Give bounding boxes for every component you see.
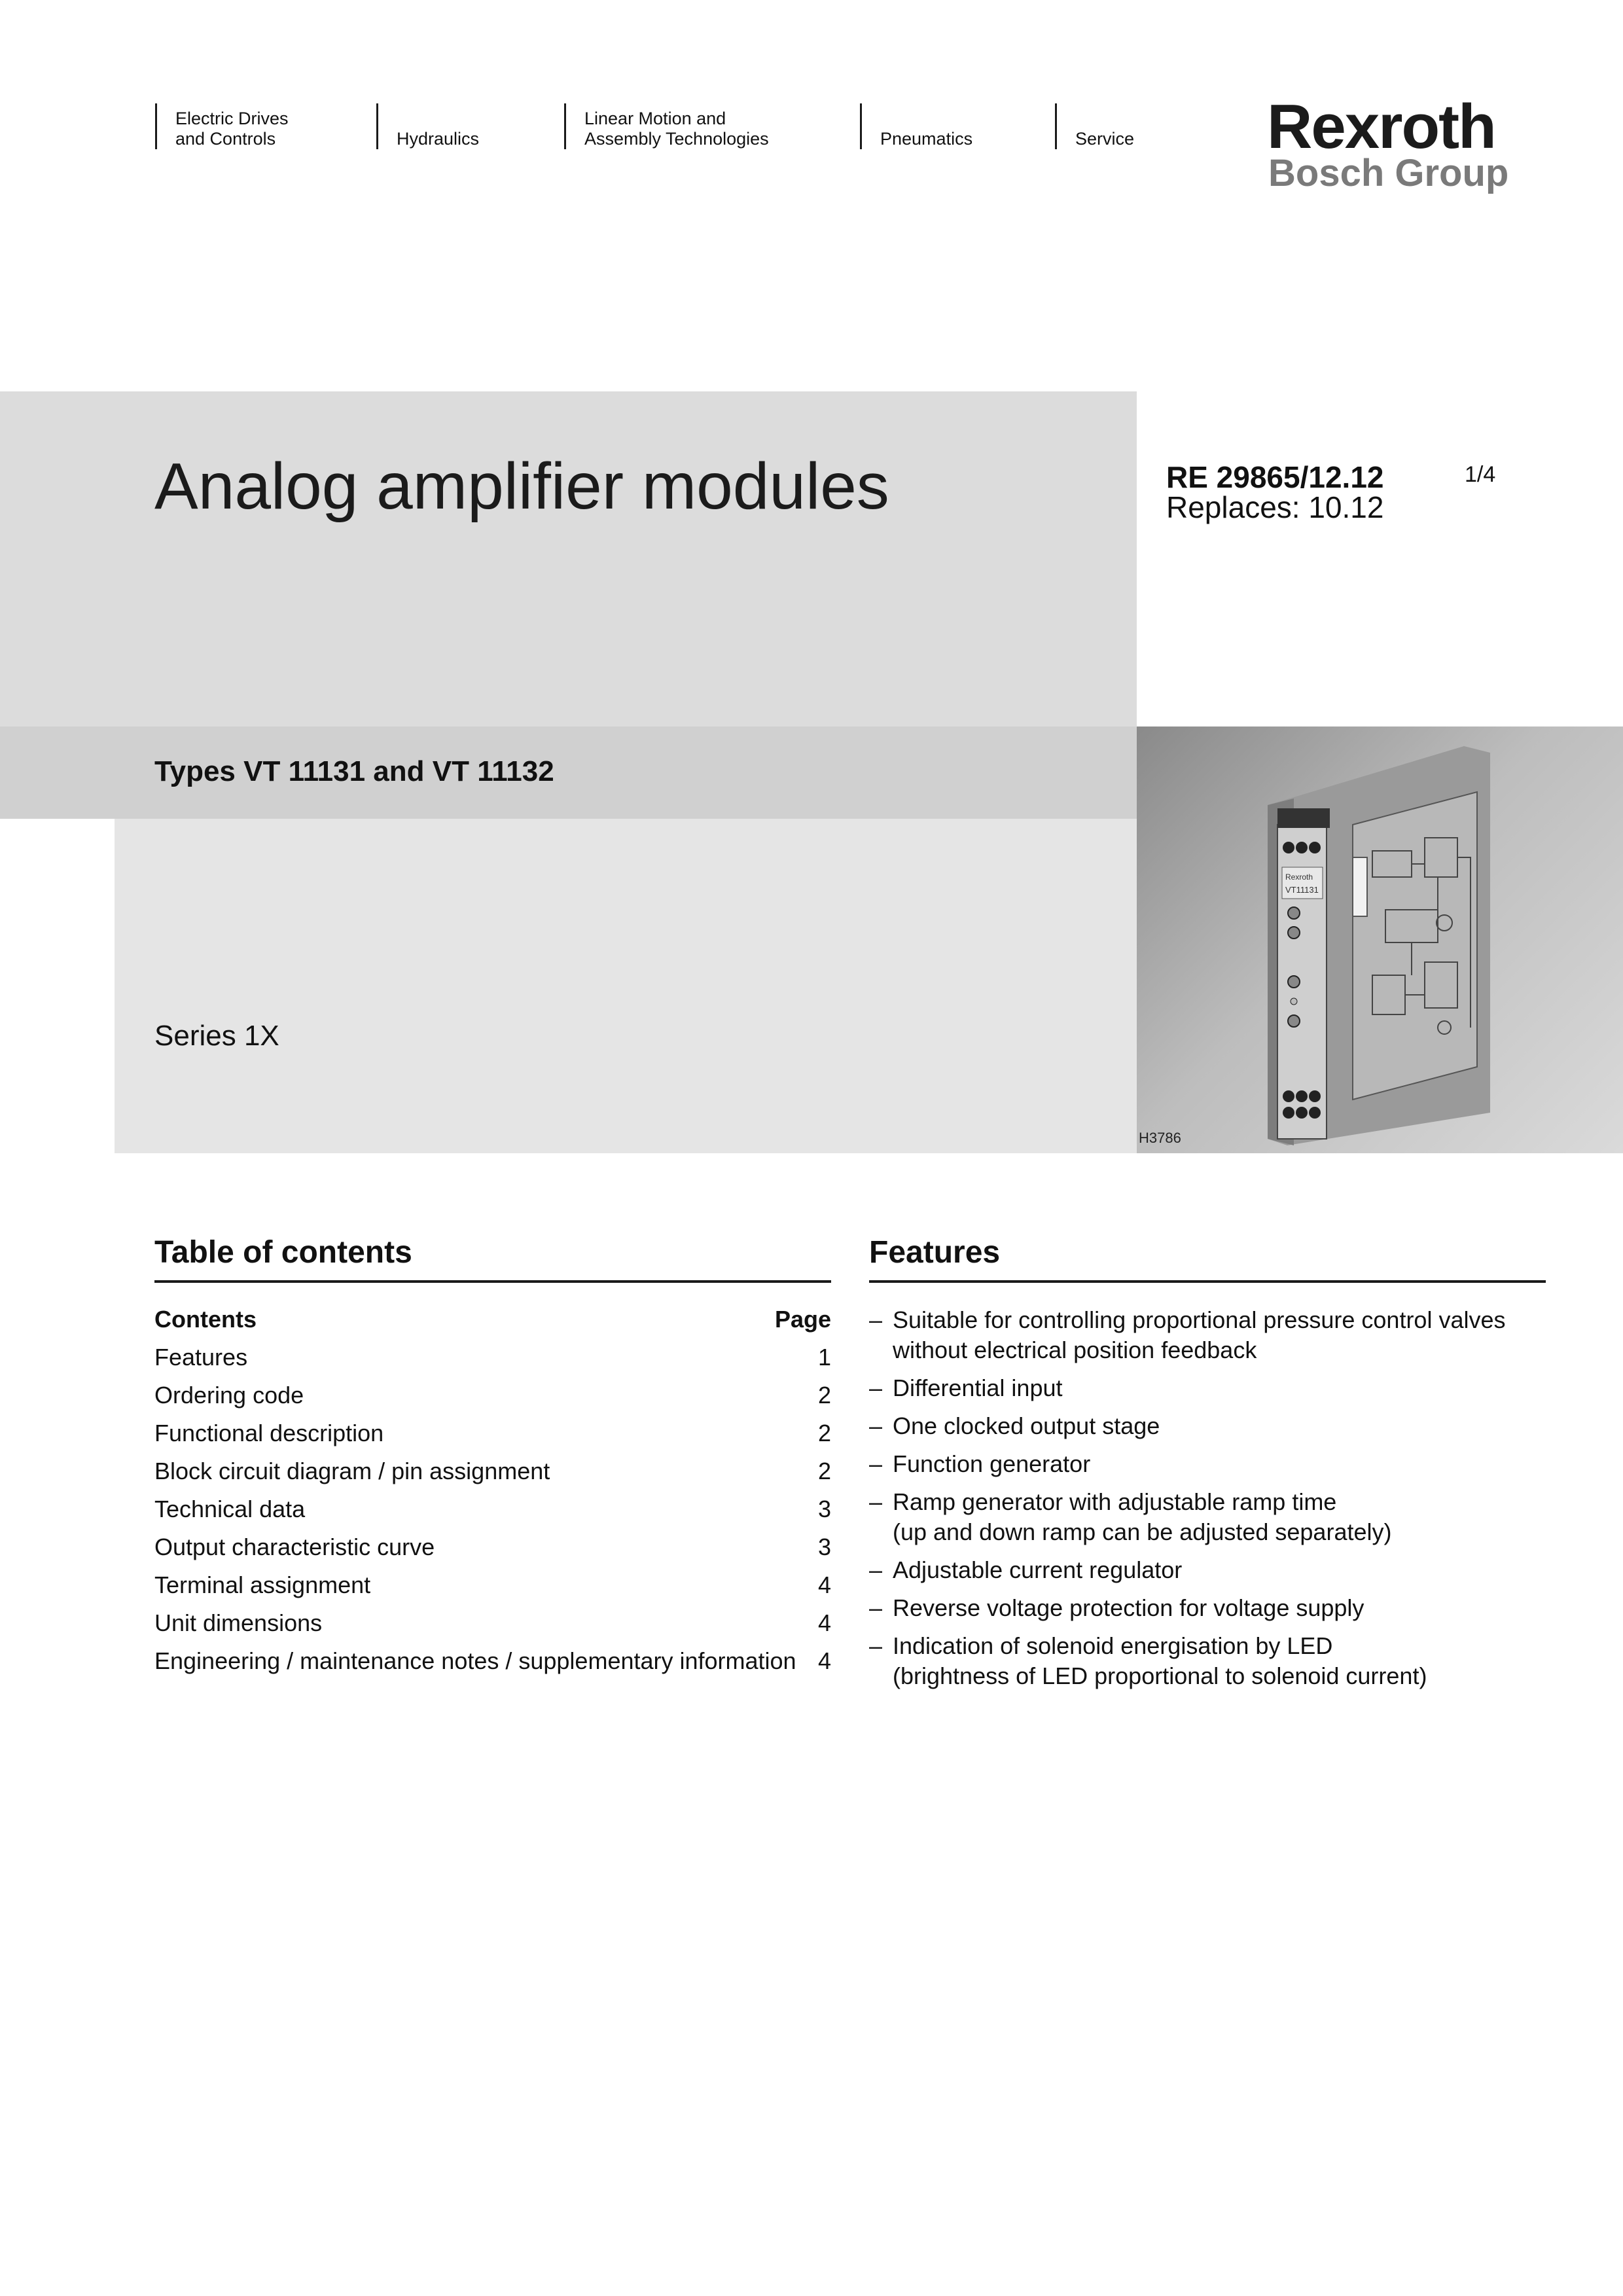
document-code: RE 29865/12.12 [1166, 460, 1384, 494]
feature-line1: Indication of solenoid energisation by LED [893, 1632, 1333, 1659]
feature-line1: Function generator [893, 1450, 1091, 1477]
page-title: Analog amplifier modules [154, 450, 889, 523]
division-line1: Linear Motion and [584, 109, 726, 128]
device-model-label: VT11131 [1285, 885, 1319, 895]
product-photo [1137, 726, 1623, 1153]
feature-line1: Adjustable current regulator [893, 1556, 1183, 1583]
toc-row-label: Ordering code [154, 1382, 304, 1408]
toc-col-contents: Contents [154, 1306, 257, 1333]
toc-col-page: Page [774, 1306, 831, 1333]
features-section: Features – Suitable for controlling proportional pressure control valves without electrical position feedback – Differential input – One clocked output stage – Function generator – Ramp generator with adjustable ramp time (up and down ramp can be adjusted separately) – Adjustable current regulator – Reverse voltage protection for voltage supply – Indication of solenoid energisation by LED (brightness of LED proportional to solenoid current) [869, 1237, 1546, 1283]
feature-line1: Ramp generator with adjustable ramp time [893, 1488, 1337, 1515]
title-band [0, 391, 1137, 726]
toc-row-label: Unit dimensions [154, 1609, 323, 1636]
division-line2: Service [1075, 129, 1135, 149]
page-number: 1/4 [1465, 462, 1496, 487]
toc-row-page: 3 [817, 1534, 831, 1560]
toc-row-page: 2 [817, 1382, 831, 1408]
division-electric-drives [155, 103, 372, 149]
toc-row-page: 2 [817, 1420, 831, 1446]
division-hydraulics [376, 103, 560, 149]
amplifier-module-image [1137, 726, 1623, 1153]
toc-row-label: Terminal assignment [154, 1571, 371, 1598]
feature-line1: Suitable for controlling proportional pressure control valves [893, 1306, 1506, 1333]
toc-row-label: Output characteristic curve [154, 1534, 435, 1560]
toc-row-page: 4 [817, 1647, 831, 1674]
division-line2: Pneumatics [880, 129, 973, 149]
bosch-group-logo: Bosch Group [1268, 152, 1509, 194]
toc-heading: Table of contents [154, 1237, 831, 1283]
feature-line2: without electrical position feedback [893, 1336, 1257, 1363]
table-of-contents [154, 1235, 831, 1674]
feature-line1: Differential input [893, 1374, 1063, 1401]
device-brand-label: Rexroth [1285, 872, 1313, 882]
toc-row-page: 4 [817, 1571, 831, 1598]
toc-row-page: 3 [817, 1496, 831, 1522]
toc-row-label: Engineering / maintenance notes / supplementary information [154, 1647, 796, 1674]
toc-row-page: 2 [817, 1458, 831, 1484]
toc-row-page: 4 [817, 1609, 831, 1636]
feature-line2: (up and down ramp can be adjusted separately) [893, 1518, 1392, 1545]
toc-row-page: 1 [817, 1344, 831, 1371]
division-line2: and Controls [175, 129, 276, 149]
feature-line1: Reverse voltage protection for voltage supply [893, 1594, 1364, 1621]
replaces-note: Replaces: 10.12 [1166, 490, 1384, 524]
feature-line1: One clocked output stage [893, 1412, 1160, 1439]
series-band [115, 819, 1137, 1153]
rexroth-logo: Rexroth [1267, 92, 1495, 162]
toc-row-label: Features [154, 1344, 248, 1371]
series-label: Series 1X [154, 1020, 279, 1052]
toc-row-label: Technical data [154, 1496, 306, 1522]
toc-row-label: Block circuit diagram / pin assignment [154, 1458, 550, 1484]
division-line1: Electric Drives [175, 109, 289, 128]
photo-reference: H3786 [1139, 1130, 1181, 1146]
toc-row-label: Functional description [154, 1420, 384, 1446]
feature-line2: (brightness of LED proportional to solenoid current) [893, 1662, 1427, 1689]
division-pneumatics [860, 103, 1044, 149]
division-service [1055, 103, 1206, 149]
division-line2: Hydraulics [397, 129, 480, 149]
types-heading: Types VT 11131 and VT 11132 [154, 755, 554, 787]
division-line2: Assembly Technologies [584, 129, 769, 149]
division-linear-motion [564, 103, 846, 149]
features-heading: Features [869, 1237, 1546, 1283]
